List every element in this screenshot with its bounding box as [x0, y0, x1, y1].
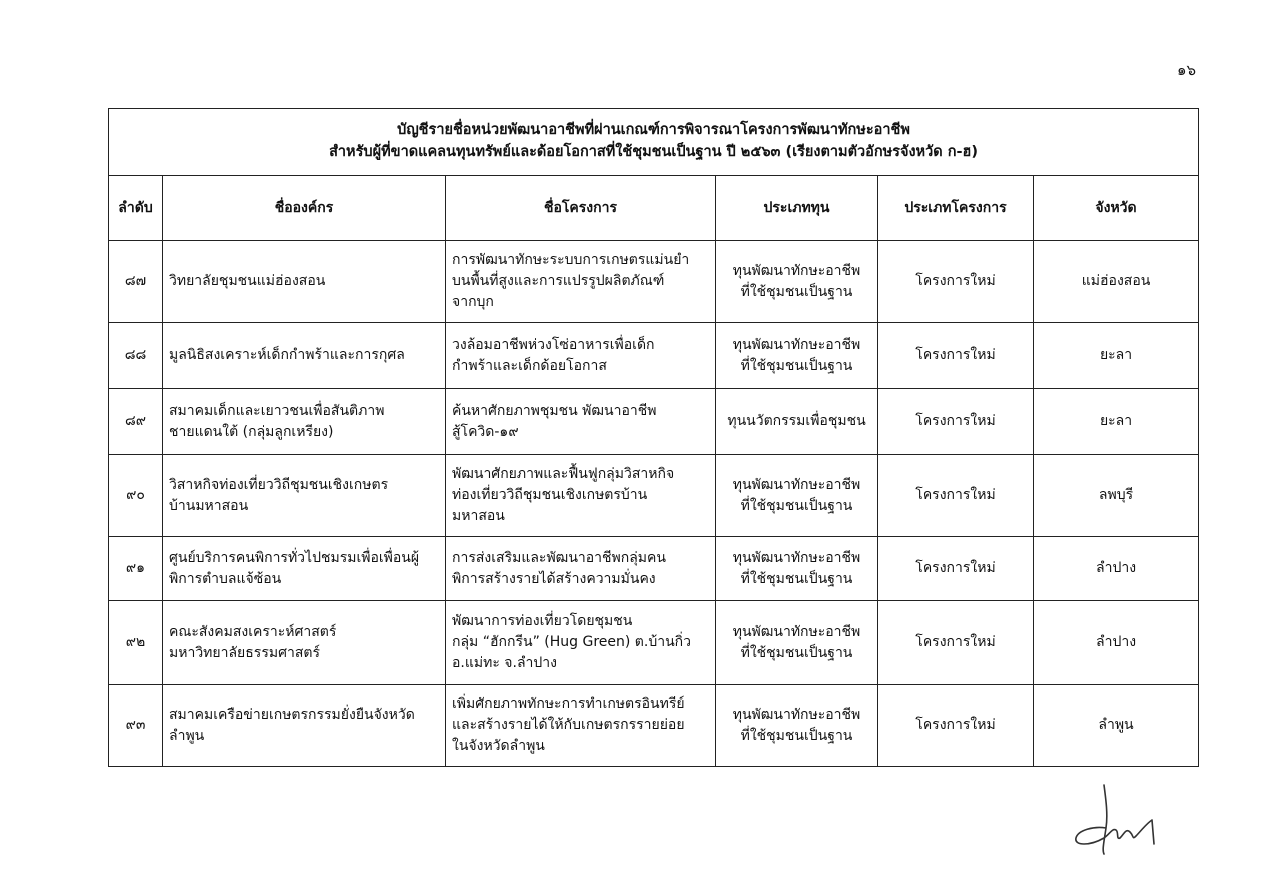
cell-project-line: และสร้างรายได้ให้กับเกษตรกรรายย่อย: [452, 717, 685, 733]
cell-province: ยะลา: [1034, 389, 1199, 455]
cell-fund-type-line: ที่ใช้ชุมชนเป็นฐาน: [740, 357, 853, 374]
table-title-line-1: บัญชีรายชื่อหน่วยพัฒนาอาชีพที่ผ่านเกณฑ์การพิจารณาโครงการพัฒนาทักษะอาชีพ: [397, 122, 910, 139]
cell-fund-type: [716, 685, 878, 767]
cell-province: แม่ฮ่องสอน: [1034, 241, 1199, 323]
table-body: [109, 241, 1199, 767]
table-row: [109, 601, 1199, 685]
cell-project-type: โครงการใหม่: [878, 685, 1034, 767]
cell-fund-type: [716, 323, 878, 389]
cell-organization-line: สมาคมเครือข่ายเกษตรกรรมยั่งยืนจังหวัด: [169, 706, 415, 723]
cell-project: [446, 241, 716, 323]
cell-organization: [163, 685, 446, 767]
cell-organization-line: มหาวิทยาลัยธรรมศาสตร์: [169, 644, 320, 661]
cell-organization-line: ศูนย์บริการคนพิการทั่วไปชมรมเพื่อเพื่อนผู้: [169, 549, 420, 566]
cell-fund-type-line: ทุนพัฒนาทักษะอาชีพ: [732, 549, 861, 566]
table-row: [109, 455, 1199, 537]
cell-organization: [163, 389, 446, 455]
cell-fund-type-line: ทุนพัฒนาทักษะอาชีพ: [732, 262, 861, 279]
cell-province: ลำปาง: [1034, 601, 1199, 685]
cell-fund-type-line: ทุนพัฒนาทักษะอาชีพ: [732, 706, 861, 723]
cell-project: [446, 455, 716, 537]
cell-fund-type-line: ทุนพัฒนาทักษะอาชีพ: [732, 623, 861, 640]
cell-project-type: โครงการใหม่: [878, 455, 1034, 537]
cell-project-line: ค้นหาศักยภาพชุมชน พัฒนาอาชีพ: [452, 402, 657, 419]
table-row: [109, 323, 1199, 389]
cell-project: [446, 601, 716, 685]
cell-fund-type-line: ที่ใช้ชุมชนเป็นฐาน: [740, 727, 853, 744]
cell-organization: [163, 537, 446, 601]
cell-project-type: โครงการใหม่: [878, 601, 1034, 685]
cell-project-line: พิการสร้างรายได้สร้างความมั่นคง: [452, 570, 656, 587]
table-row: [109, 685, 1199, 767]
cell-organization-line: คณะสังคมสงเคราะห์ศาสตร์: [169, 623, 337, 640]
cell-fund-type-line: ที่ใช้ชุมชนเป็นฐาน: [740, 570, 853, 587]
table-title-line-2: สำหรับผู้ที่ขาดแคลนทุนทรัพย์และด้อยโอกาสที่ใช้ชุมชนเป็นฐาน ปี ๒๕๖๓ (เรียงตามตัวอักษรจังหวัด ก-ฮ): [329, 144, 978, 160]
cell-fund-type: [716, 455, 878, 537]
cell-province: ลำปาง: [1034, 537, 1199, 601]
cell-organization: [163, 323, 446, 389]
cell-organization-line: สมาคมเด็กและเยาวชนเพื่อสันติภาพ: [169, 402, 385, 419]
cell-fund-type-line: ทุนพัฒนาทักษะอาชีพ: [732, 476, 861, 493]
cell-project-line: กลุ่ม “ฮักกรีน” (Hug Green) ต.บ้านกิ่ว: [452, 634, 691, 650]
table-row: [109, 389, 1199, 455]
table-row: [109, 537, 1199, 601]
cell-project-line: พัฒนาการท่องเที่ยวโดยชุมชน: [452, 613, 633, 629]
cell-project: [446, 537, 716, 601]
cell-project-line: พัฒนาศักยภาพและฟื้นฟูกลุ่มวิสาหกิจ: [452, 466, 675, 482]
cell-fund-type: [716, 537, 878, 601]
cell-project-line: มหาสอน: [452, 508, 505, 524]
cell-organization: [163, 455, 446, 537]
header-organization: ชื่อองค์กร: [163, 176, 446, 241]
cell-project-type: โครงการใหม่: [878, 389, 1034, 455]
cell-project-line: เพิ่มศักยภาพทักษะการทำเกษตรอินทรีย์: [452, 696, 685, 712]
cell-index: ๘๘: [109, 323, 163, 389]
cell-project: [446, 323, 716, 389]
cell-organization-line: วิสาหกิจท่องเที่ยววิถีชุมชนเชิงเกษตร: [169, 476, 389, 493]
cell-organization: [163, 601, 446, 685]
cell-project: [446, 389, 716, 455]
cell-fund-type: [716, 389, 878, 455]
cell-fund-type-line: ที่ใช้ชุมชนเป็นฐาน: [740, 283, 853, 300]
page-number: ๑๖: [1176, 61, 1196, 79]
cell-project-line: อ.แม่ทะ จ.ลำปาง: [452, 655, 557, 671]
cell-project-type: โครงการใหม่: [878, 241, 1034, 323]
cell-project-line: กำพร้าและเด็กด้อยโอกาส: [452, 357, 607, 374]
cell-project-line: การพัฒนาทักษะระบบการเกษตรแม่นยำ: [452, 252, 690, 268]
cell-province: ลพบุรี: [1034, 455, 1199, 537]
cell-organization-line: ชายแดนใต้ (กลุ่มลูกเหรียง): [169, 423, 334, 440]
header-project: ชื่อโครงการ: [446, 176, 716, 241]
cell-index: ๘๙: [109, 389, 163, 455]
cell-project-line: การส่งเสริมและพัฒนาอาชีพกลุ่มคน: [452, 549, 666, 566]
table-row: [109, 241, 1199, 323]
cell-province: ลำพูน: [1034, 685, 1199, 767]
cell-organization: [163, 241, 446, 323]
cell-project-type: โครงการใหม่: [878, 537, 1034, 601]
cell-organization-line: บ้านมหาสอน: [169, 497, 249, 514]
signature: [1064, 780, 1164, 860]
cell-project-type: โครงการใหม่: [878, 323, 1034, 389]
header-project-type: ประเภทโครงการ: [878, 176, 1034, 241]
cell-project-line: จากบุก: [452, 294, 494, 310]
cell-fund-type: [716, 241, 878, 323]
cell-fund-type-line: ที่ใช้ชุมชนเป็นฐาน: [740, 644, 853, 661]
cell-project: [446, 685, 716, 767]
header-fund-type: ประเภททุน: [716, 176, 878, 241]
cell-project-line: สู้โควิด-๑๙: [452, 423, 519, 440]
cell-fund-type: [716, 601, 878, 685]
cell-organization-line: มูลนิธิสงเคราะห์เด็กกำพร้าและการกุศล: [169, 347, 405, 363]
cell-index: ๙๒: [109, 601, 163, 685]
cell-province: ยะลา: [1034, 323, 1199, 389]
cell-organization-line: ลำพูน: [169, 727, 205, 744]
project-list-table: [108, 108, 1199, 767]
cell-project-line: ท่องเที่ยววิถีชุมชนเชิงเกษตรบ้าน: [452, 487, 648, 503]
cell-project-line: บนพื้นที่สูงและการแปรรูปผลิตภัณฑ์: [452, 273, 665, 289]
header-province: จังหวัด: [1034, 176, 1199, 241]
table-title: [109, 109, 1199, 176]
cell-index: ๙๑: [109, 537, 163, 601]
cell-fund-type-line: ทุนพัฒนาทักษะอาชีพ: [732, 336, 861, 353]
cell-index: ๙๓: [109, 685, 163, 767]
cell-index: ๘๗: [109, 241, 163, 323]
cell-organization-line: พิการตำบลแจ้ซ้อน: [169, 570, 282, 587]
header-index: ลำดับ: [109, 176, 163, 241]
cell-fund-type-line: ที่ใช้ชุมชนเป็นฐาน: [740, 497, 853, 514]
cell-organization-line: วิทยาลัยชุมชนแม่ฮ่องสอน: [169, 273, 326, 289]
cell-project-line: ในจังหวัดลำพูน: [452, 738, 545, 754]
cell-fund-type-line: ทุนนวัตกรรมเพื่อชุมชน: [727, 413, 866, 429]
cell-project-line: วงล้อมอาชีพห่วงโซ่อาหารเพื่อเด็ก: [452, 336, 655, 353]
cell-index: ๙๐: [109, 455, 163, 537]
header-row: [109, 176, 1199, 241]
